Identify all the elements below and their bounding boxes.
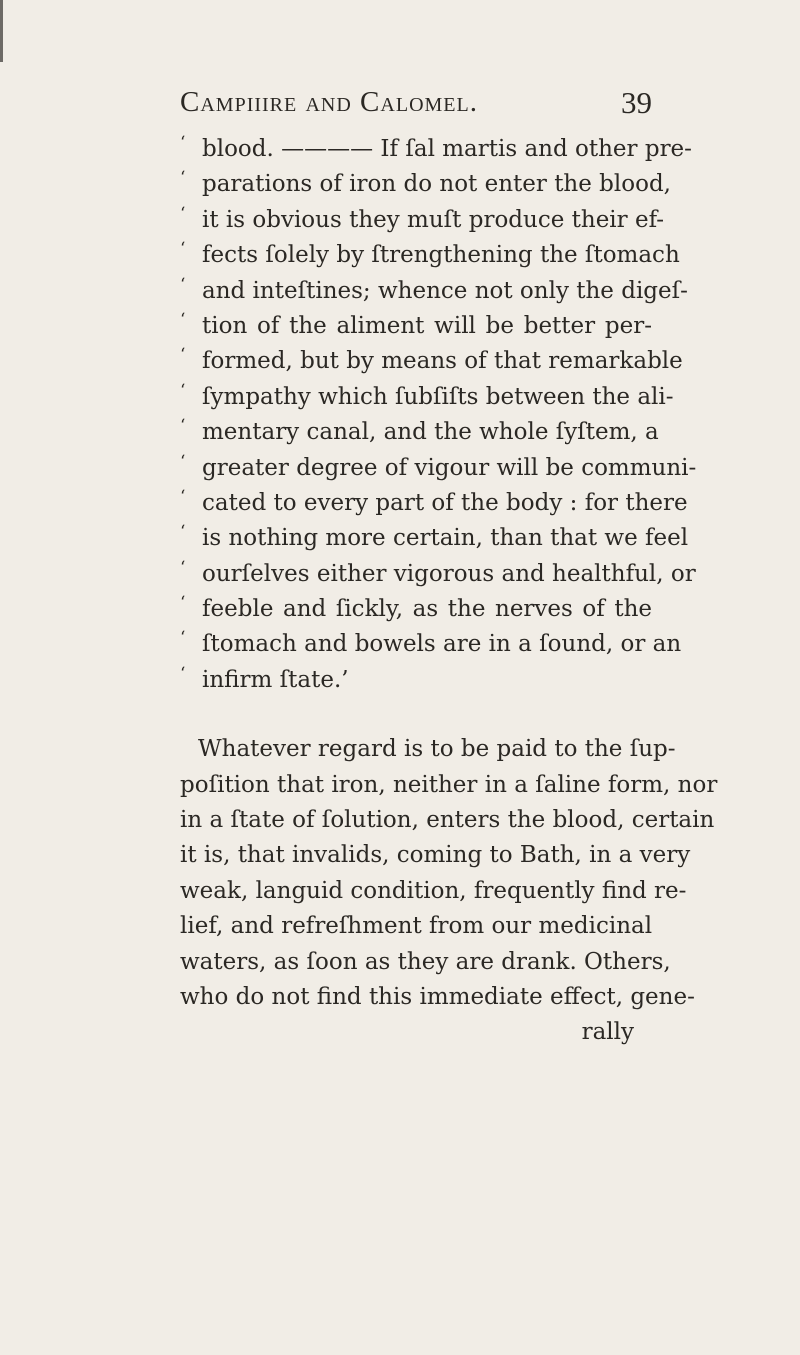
quote-mark: ‘ bbox=[180, 203, 186, 224]
line-text: lief, and refreſhment from our medicinal bbox=[180, 913, 653, 940]
text-line bbox=[180, 627, 682, 662]
line-text: blood. ———— If ſal martis and other pre- bbox=[202, 136, 692, 162]
line-text: greater degree of vigour will be communi- bbox=[202, 454, 697, 481]
line-text: weak, languid condition, frequently find re- bbox=[180, 877, 687, 904]
text-line bbox=[180, 486, 688, 521]
text-line bbox=[180, 380, 674, 415]
text-line bbox=[180, 309, 660, 344]
quote-mark: ‘ bbox=[180, 628, 186, 649]
quote-mark: ‘ bbox=[180, 309, 186, 330]
line-text: tion of the aliment will be better per- bbox=[202, 312, 652, 339]
text-line bbox=[180, 557, 696, 592]
line-text: it is, that invalids, coming to Bath, in a very bbox=[180, 842, 691, 869]
text-line bbox=[180, 521, 689, 556]
text-line bbox=[180, 768, 718, 803]
line-text: Whatever regard is to be paid to the ſup- bbox=[198, 736, 676, 763]
paragraph-gap bbox=[180, 698, 660, 732]
line-text: it is obvious they muſt produce their ef- bbox=[202, 206, 665, 233]
line-text: in a ſtate of ſolution, enters the blood, certain bbox=[180, 807, 715, 834]
text-line bbox=[180, 344, 683, 379]
line-text: waters, as ſoon as they are drank. Others, bbox=[180, 948, 671, 975]
text-line bbox=[180, 732, 676, 767]
text-line bbox=[180, 909, 660, 944]
quote-mark: ‘ bbox=[180, 239, 186, 260]
line-text: fects ſolely by ſtrengthening the ſtomach bbox=[202, 242, 680, 269]
line-text: poſition that iron, neither in a ſaline form, nor bbox=[180, 771, 718, 798]
line-text: parations of iron do not enter the blood, bbox=[202, 171, 671, 198]
text-line bbox=[180, 663, 660, 698]
text-line bbox=[180, 874, 687, 909]
text-line bbox=[180, 838, 691, 873]
page-header bbox=[180, 86, 652, 122]
quote-mark: ‘ bbox=[180, 451, 186, 472]
line-text: and inteſtines; whence not only the digeſ- bbox=[202, 277, 688, 304]
quote-mark: ‘ bbox=[180, 345, 186, 366]
text-line bbox=[180, 238, 680, 273]
text-line bbox=[180, 451, 697, 486]
quote-mark: ‘ bbox=[180, 522, 186, 543]
line-text: formed, but by means of that remarkable bbox=[202, 348, 683, 375]
line-text: feeble and ſickly, as the nerves of the bbox=[202, 596, 652, 623]
body-text bbox=[180, 132, 718, 1051]
catchword: rally bbox=[581, 1019, 634, 1046]
text-line bbox=[180, 592, 660, 627]
text-line bbox=[180, 980, 695, 1015]
text-line bbox=[180, 803, 715, 838]
page-number: 39 bbox=[621, 85, 652, 120]
line-text: infirm ſtate.’ bbox=[202, 666, 349, 693]
line-text: ſtomach and bowels are in a ſound, or an bbox=[202, 631, 682, 658]
text-line bbox=[180, 167, 671, 202]
line-text: who do not find this immediate effect, gene- bbox=[180, 983, 695, 1010]
quote-mark: ‘ bbox=[180, 593, 186, 614]
quote-mark: ‘ bbox=[180, 133, 186, 153]
quote-mark: ‘ bbox=[180, 168, 186, 189]
page-edge-line bbox=[0, 0, 3, 62]
line-text: ſympathy which ſubſiſts between the ali- bbox=[202, 383, 674, 410]
text-line bbox=[180, 415, 660, 450]
quote-mark: ‘ bbox=[180, 557, 186, 578]
quote-mark: ‘ bbox=[180, 380, 186, 401]
line-text: is nothing more certain, than that we feel bbox=[202, 525, 689, 552]
paragraph bbox=[180, 732, 718, 1051]
line-text: cated to every part of the body : for there bbox=[202, 489, 688, 516]
text-line bbox=[180, 274, 688, 309]
line-text: ourſelves either vigorous and healthful, or bbox=[202, 560, 696, 587]
text-line bbox=[180, 203, 665, 238]
quote-mark: ‘ bbox=[180, 416, 186, 437]
quotation bbox=[180, 132, 697, 698]
text-line bbox=[180, 132, 692, 167]
quote-mark: ‘ bbox=[180, 663, 186, 684]
catchword-line bbox=[180, 1015, 660, 1050]
running-head: Campiiire and Calomel. bbox=[180, 86, 478, 118]
text-line bbox=[180, 945, 671, 980]
quote-mark: ‘ bbox=[180, 486, 186, 507]
line-text: mentary canal, and the whole ſyſtem, a bbox=[202, 419, 659, 446]
quote-mark: ‘ bbox=[180, 274, 186, 295]
